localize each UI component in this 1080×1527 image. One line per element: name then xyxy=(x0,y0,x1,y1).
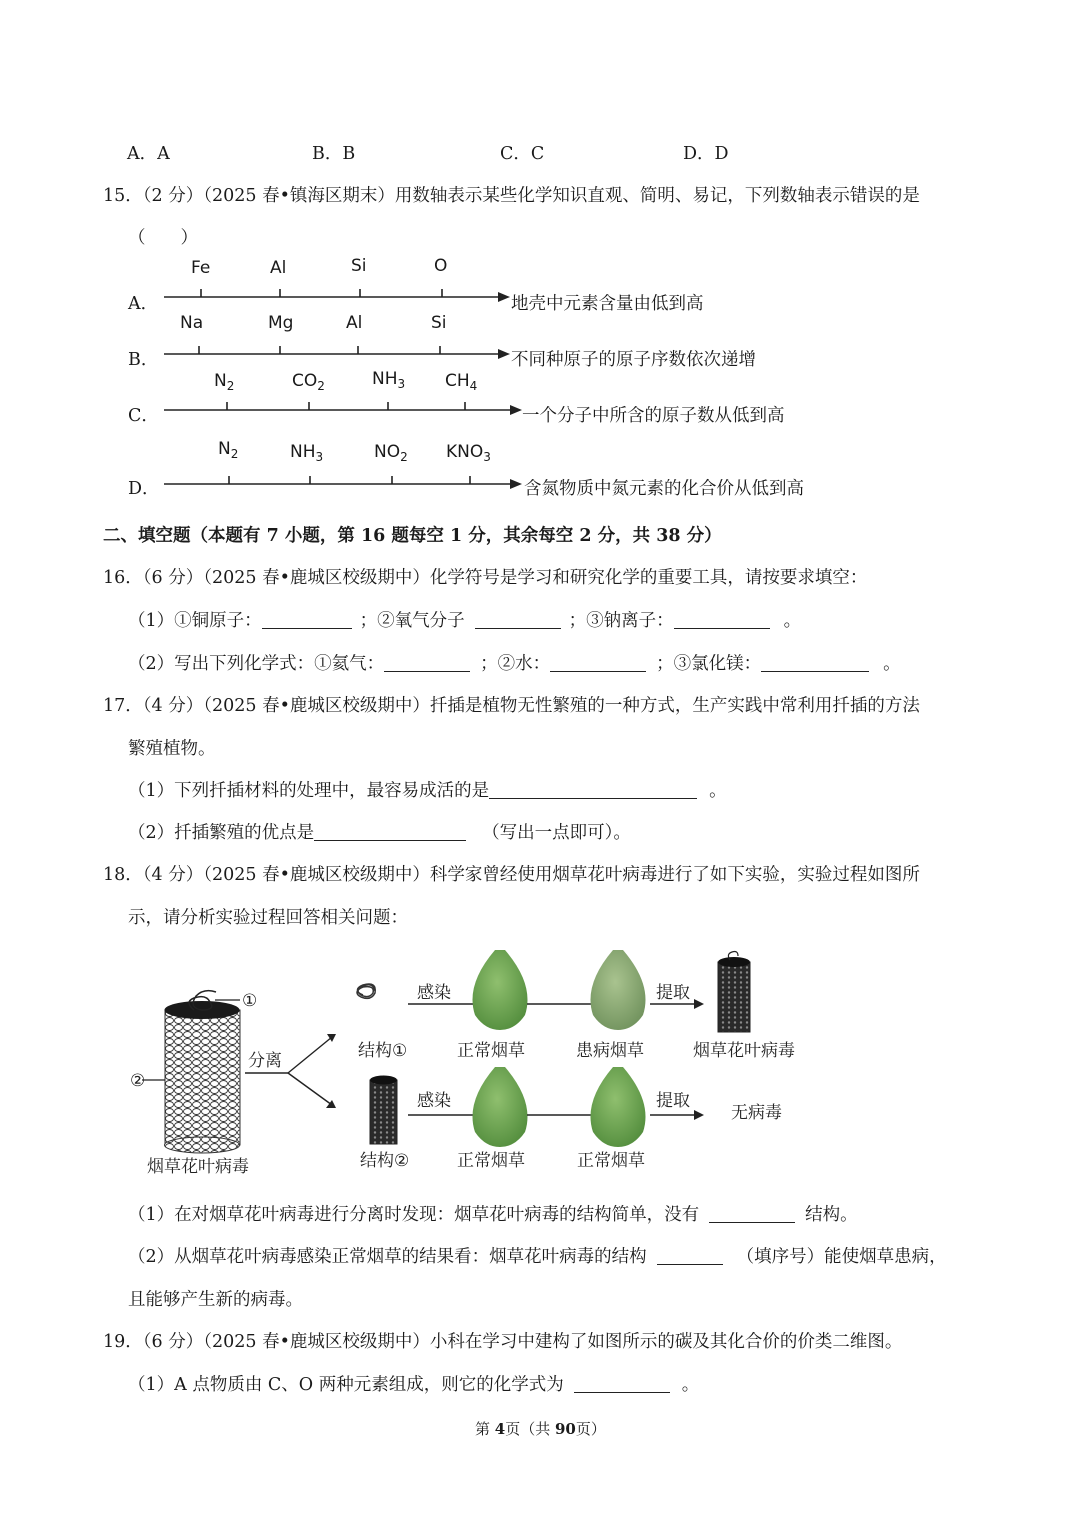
q18-fig-result-1: 烟草花叶病毒 xyxy=(693,1041,795,1061)
q18-fig-struct-2: 结构② xyxy=(360,1151,410,1171)
new-virus-illustration xyxy=(718,952,750,1033)
q18-fig-normal-1: 正常烟草 xyxy=(457,1041,525,1061)
q14-option-c: C．C xyxy=(500,144,545,164)
q17-stem-line-1: 17．（4 分）（2025 春•鹿城区校级期中）扦插是植物无性繁殖的一种方式，生产实践中常利用扦插的方法 xyxy=(103,696,920,716)
q15-a-label-3: Si xyxy=(351,256,367,276)
q18-fig-diseased: 患病烟草 xyxy=(576,1041,644,1061)
q16-part-2: （2）写出下列化学式：①氦气： ；②水： ；③氯化镁： 。 xyxy=(128,654,901,674)
q18-part-2: （2）从烟草花叶病毒感染正常烟草的结果看：烟草花叶病毒的结构 （填序号）能使烟草患病， xyxy=(128,1247,947,1267)
q15-stem: 15．（2 分）（2025 春•镇海区期末）用数轴表示某些化学知识直观、简明、易记，下列数轴表示错误的是 xyxy=(103,186,920,206)
q16-part-1: （1）①铜原子： ；②氧气分子 ；③钠离子： 。 xyxy=(128,611,802,631)
q15-letter-c: C． xyxy=(128,406,159,426)
q18-fig-marker-2: ② xyxy=(130,1071,146,1091)
q17-part-1: （1）下列扦插材料的处理中，最容易成活的是 。 xyxy=(128,781,727,801)
q18-part-2-line-2: 且能够产生新的病毒。 xyxy=(128,1290,303,1310)
q15-c-label-1: $N_2$ xyxy=(214,371,235,393)
q15-b-desc: 不同种原子的原子序数依次递增 xyxy=(511,350,756,370)
q15-letter-d: D． xyxy=(128,479,160,499)
normal-tobacco-leaf-3 xyxy=(591,1067,646,1147)
q15-c-label-4: $CH_4$ xyxy=(445,371,478,393)
q18-fig-separate-label: 分离 xyxy=(248,1051,282,1071)
rna-coil-illustration xyxy=(357,984,375,998)
q18-fig-infect-2: 感染 xyxy=(417,1091,451,1111)
q15-letter-a: A． xyxy=(128,294,159,314)
q18-fig-infect-1: 感染 xyxy=(417,983,451,1003)
q18-fig-marker-1: ① xyxy=(242,991,258,1011)
tobacco-mosaic-virus-illustration xyxy=(142,991,240,1153)
q18-stem-line-2: 示，请分析实验过程回答相关问题： xyxy=(128,908,408,928)
q18-fig-extract-1: 提取 xyxy=(656,983,690,1003)
q19-stem: 19．（6 分）（2025 春•鹿城区校级期中）小科在学习中建构了如图所示的碳及其化合价的价类二维图。 xyxy=(103,1332,903,1352)
q15-letter-b: B． xyxy=(128,350,159,370)
q18-part-1: （1）在对烟草花叶病毒进行分离时发现：烟草花叶病毒的结构简单，没有 结构。 xyxy=(128,1205,858,1225)
q18-fig-extract-2: 提取 xyxy=(656,1091,690,1111)
q15-paren: （ ） xyxy=(128,228,198,248)
q17-part-2: （2）扦插繁殖的优点是 （写出一点即可）。 xyxy=(128,823,631,843)
q15-d-label-1: $N_2$ xyxy=(218,439,239,461)
diseased-tobacco-leaf xyxy=(591,950,646,1030)
q18-fig-normal-2: 正常烟草 xyxy=(457,1151,525,1171)
q15-c-desc: 一个分子中所含的原子数从低到高 xyxy=(522,406,785,426)
section-2-title: 二、填空题（本题有 7 小题，第 16 题每空 1 分，其余每空 2 分，共 38 分） xyxy=(103,526,722,546)
q15-b-label-1: Na xyxy=(180,313,204,333)
q15-axis-a xyxy=(160,255,520,310)
page-footer: 第 4页（共 90页） xyxy=(475,1420,606,1438)
q15-a-label-2: Al xyxy=(270,258,287,278)
protein-coat-illustration xyxy=(370,1076,397,1145)
q15-c-label-2: $CO_2$ xyxy=(292,371,325,393)
q16-stem: 16．（6 分）（2025 春•鹿城区校级期中）化学符号是学习和研究化学的重要工具，请按要求填空： xyxy=(103,568,868,588)
q15-c-label-3: $NH_3$ xyxy=(372,369,406,391)
q15-d-label-3: $NO_2$ xyxy=(374,442,408,464)
q19-part-1: （1）A 点物质由 C、O 两种元素组成，则它的化学式为 。 xyxy=(128,1375,700,1395)
q15-a-label-1: Fe xyxy=(191,258,211,278)
q18-stem-line-1: 18．（4 分）（2025 春•鹿城区校级期中）科学家曾经使用烟草花叶病毒进行了如下实验，实验过程如图所 xyxy=(103,865,920,885)
q18-fig-virus-label: 烟草花叶病毒 xyxy=(147,1157,249,1177)
q17-stem-line-2: 繁殖植物。 xyxy=(128,739,216,759)
q15-a-label-4: O xyxy=(434,256,448,276)
q15-axis-b xyxy=(160,311,520,366)
q15-d-label-4: $KNO_3$ xyxy=(446,442,491,464)
q15-b-label-2: Mg xyxy=(268,313,294,333)
normal-tobacco-leaf-2 xyxy=(473,1067,528,1147)
normal-tobacco-leaf-1 xyxy=(473,950,528,1030)
q18-fig-normal-3: 正常烟草 xyxy=(577,1151,645,1171)
q18-experiment-figure xyxy=(120,940,840,1185)
q14-option-b: B．B xyxy=(312,144,356,164)
q15-a-desc: 地壳中元素含量由低到高 xyxy=(511,294,704,314)
q15-b-label-4: Si xyxy=(431,313,447,333)
q18-fig-struct-1: 结构① xyxy=(358,1041,408,1061)
q15-d-desc: 含氮物质中氮元素的化合价从低到高 xyxy=(524,479,804,499)
q14-option-d: D．D xyxy=(683,144,729,164)
q15-b-label-3: Al xyxy=(346,313,363,333)
q14-option-a: A．A xyxy=(127,144,170,164)
q15-d-label-2: $NH_3$ xyxy=(290,442,324,464)
q18-fig-result-2: 无病毒 xyxy=(731,1103,782,1123)
